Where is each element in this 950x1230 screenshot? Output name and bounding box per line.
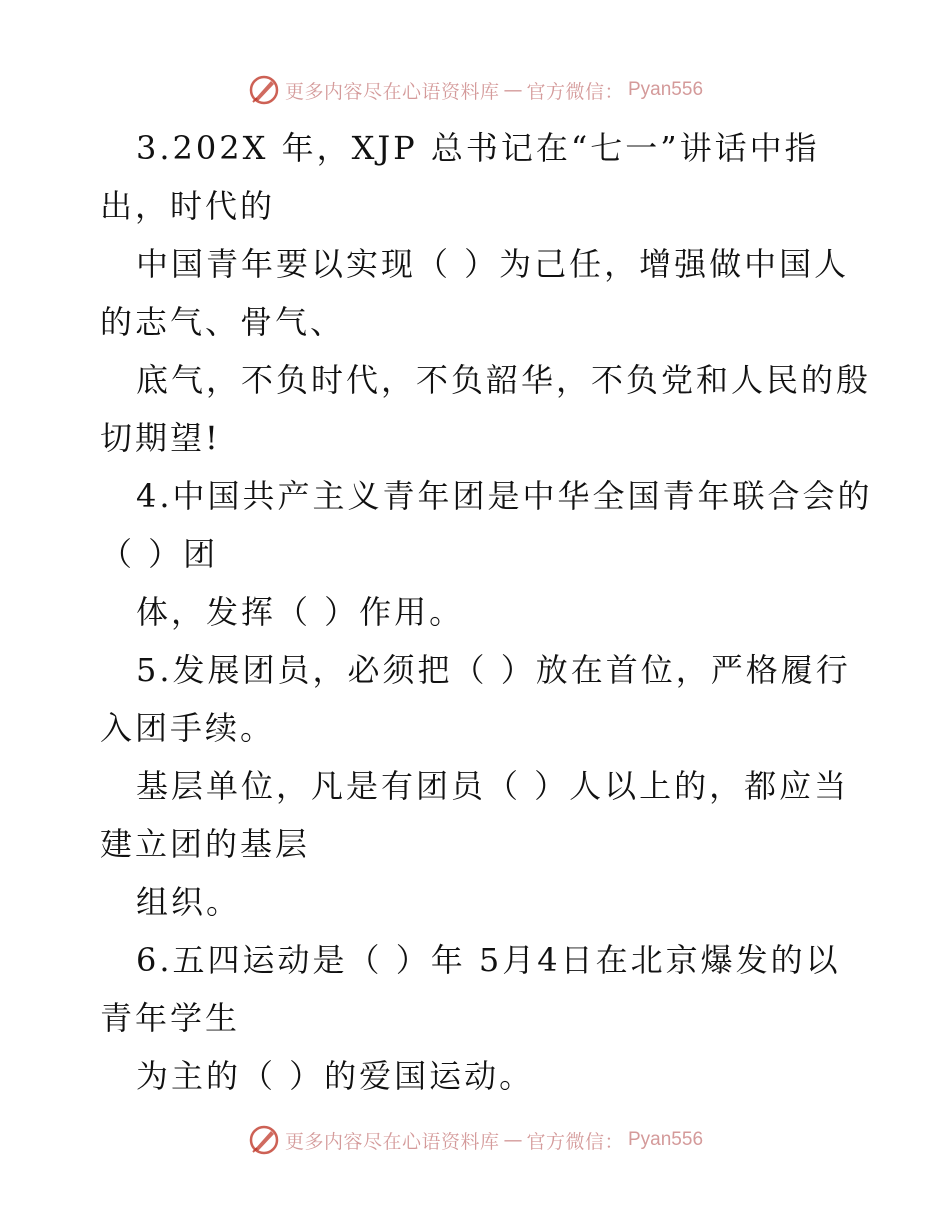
quill-logo-icon	[247, 1123, 281, 1157]
watermark-dash: —	[503, 79, 523, 101]
watermark-wechat-id: Pyan556	[628, 1129, 704, 1150]
watermark-wechat-label: 官方微信：	[526, 80, 624, 103]
watermark-text: 更多内容尽在心语资料库	[284, 80, 500, 103]
text-line: 基层单位，凡是有团员（ ）人以上的，都应当	[136, 767, 850, 805]
footer-watermark	[0, 1120, 950, 1160]
text-line: 入团手续。	[100, 709, 276, 747]
text-line: 体，发挥（ ）作用。	[136, 593, 465, 631]
quill-logo-icon	[247, 73, 281, 107]
text-line: 4.中国共产主义青年团是中华全国青年联合会的	[136, 477, 873, 515]
text-line: 中国青年要以实现（ ）为己任，增强做中国人	[136, 245, 850, 283]
text-line: 青年学生	[100, 999, 241, 1037]
text-line: 的志气、骨气、	[100, 303, 346, 341]
text-line: 切期望!	[100, 419, 221, 457]
watermark-wechat-id: Pyan556	[628, 79, 704, 100]
watermark-text: 更多内容尽在心语资料库	[284, 1130, 500, 1153]
text-line: 6.五四运动是（ ）年 5月4日在北京爆发的以	[136, 941, 841, 979]
text-line: （ ）团	[100, 535, 219, 573]
text-line: 为主的（ ）的爱国运动。	[136, 1057, 535, 1095]
watermark-dash: —	[503, 1129, 523, 1151]
text-line: 3.202X 年，XJP 总书记在“七一”讲话中指	[136, 129, 820, 167]
text-line: 组织。	[136, 883, 242, 921]
header-watermark	[0, 70, 950, 110]
text-line: 底气，不负时代，不负韶华，不负党和人民的殷	[136, 361, 872, 399]
text-line: 5.发展团员，必须把（ ）放在首位，严格履行	[136, 651, 851, 689]
text-line: 建立团的基层	[100, 825, 311, 863]
text-line: 出，时代的	[100, 187, 276, 225]
watermark-wechat-label: 官方微信：	[526, 1130, 624, 1153]
